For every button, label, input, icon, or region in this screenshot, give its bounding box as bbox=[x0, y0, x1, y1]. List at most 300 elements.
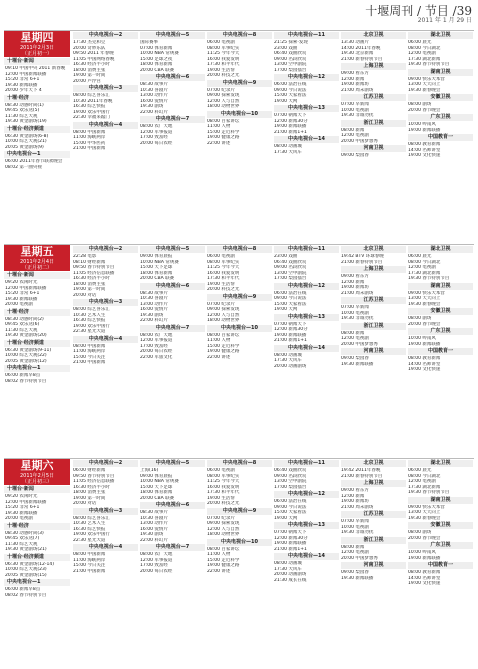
channel-heading: 中央电视台—8 bbox=[207, 32, 272, 39]
channel-heading: 安徽卫视 bbox=[408, 522, 473, 529]
program-line: 12:00 电视剧 bbox=[341, 133, 369, 138]
day-badge bbox=[4, 31, 70, 57]
program-line: 06:00 新闻早8点 bbox=[5, 587, 41, 592]
program-line: 08:00 百家讲坛 bbox=[207, 332, 240, 338]
program-line: 19:00 新闻联播 bbox=[274, 541, 307, 546]
program-line: 10:30 艺术人生 bbox=[73, 521, 106, 526]
program-line: 08:00 今日湖北 bbox=[408, 473, 441, 479]
day-name: 星期五 bbox=[20, 245, 54, 258]
channel-heading: 中央电视台—2 bbox=[73, 32, 138, 39]
program-line: 17:00 梨园擂台 bbox=[274, 67, 307, 73]
day-name: 星期四 bbox=[20, 31, 54, 44]
channel-heading: 中国教育一 bbox=[408, 134, 473, 141]
program-line: 17:30 杰克和豆 bbox=[73, 40, 106, 45]
program-line: 20:00 中国梦想秀 bbox=[341, 138, 378, 144]
program-line: 08:00 剧场 bbox=[408, 530, 432, 535]
program-line: 12:00 新闻30分 bbox=[274, 327, 308, 332]
program-line: 08:10 财经新闻 bbox=[73, 259, 106, 265]
program-line: 18:00 动物世界 bbox=[207, 532, 240, 537]
channel-columns bbox=[72, 245, 474, 457]
program-line: 20:00 中国梦想秀 bbox=[341, 555, 378, 561]
program-line: 16:30 经济半小时 bbox=[73, 62, 110, 67]
program-line: 09:00 今日说法 bbox=[274, 504, 307, 510]
program-line: 17:30 大风车 bbox=[274, 358, 302, 363]
program-line: 16:30 综艺快报 bbox=[73, 526, 106, 532]
program-line: 19:30 新闻联播 bbox=[341, 361, 374, 367]
program-line: 11:25 今年今天 bbox=[207, 479, 240, 484]
day-section bbox=[4, 458, 474, 669]
program-line: 10:00 电视剧 bbox=[341, 310, 369, 316]
program-line: 20:00 少年天下 4 bbox=[5, 88, 42, 93]
program-line: 11:25 今年今天 bbox=[207, 51, 240, 56]
program-line: 06:00 2011年春节联欢晚会 bbox=[5, 159, 63, 164]
program-line: 22:30 星光大道 bbox=[73, 537, 106, 543]
program-line: 09:50 春节特别节目 bbox=[73, 265, 115, 270]
program-line: 10:00 岭南风 bbox=[408, 336, 436, 341]
program-line: 21:00 中国新闻 bbox=[73, 360, 106, 365]
program-line: 19:30 春节特别节目 bbox=[408, 62, 450, 67]
program-line: 06:00 法治在线 bbox=[274, 290, 307, 296]
channel-column bbox=[206, 31, 273, 243]
program-line: 08:00 新闻 bbox=[341, 127, 365, 133]
program-line: 10:30 喜剧片 bbox=[140, 87, 168, 93]
program-line: 19:00 生活帮 bbox=[207, 67, 235, 73]
program-line: 19:30 春节特别节目 bbox=[408, 276, 450, 281]
program-line: 11:00 人物 bbox=[207, 552, 231, 557]
channel-heading: 中央电视台—11 bbox=[274, 460, 339, 467]
channel-heading: 十堰·经济 bbox=[4, 309, 70, 316]
program-line: 06:00 晨光 bbox=[408, 40, 432, 45]
program-line: 19:30 新春晚会 bbox=[408, 301, 441, 307]
program-line: 19:00 第一时间 bbox=[73, 287, 106, 292]
channel-heading: 中央电视台—13 bbox=[274, 314, 339, 321]
day-date: 2011年2月4日 bbox=[19, 259, 55, 265]
channel-heading: 安徽卫视 bbox=[408, 94, 473, 101]
program-line: 19:30 新闻联播 bbox=[341, 575, 374, 581]
program-line: 08:00 剧场 bbox=[408, 316, 432, 321]
program-line: 09:00 看东方 bbox=[341, 71, 369, 76]
channel-column bbox=[139, 31, 206, 243]
program-line: 20:05 黄金剧场(9) bbox=[5, 144, 44, 150]
program-line: 08:00 动画城 bbox=[274, 561, 302, 566]
program-line: 11:05 经济信息联播 bbox=[73, 270, 115, 276]
program-line: 17:30 湖北新闻 bbox=[408, 56, 441, 62]
program-line: 07:00 早新闻 bbox=[341, 305, 369, 310]
program-line: 08:30 故事片 bbox=[140, 510, 168, 515]
channel-heading: 中央电视台—5 bbox=[140, 246, 205, 253]
program-line: 19:00 天网 bbox=[274, 98, 298, 104]
channel-heading: 中央电视台—9 bbox=[207, 508, 272, 515]
channel-heading: 十堰台·经济频道 bbox=[4, 126, 70, 133]
program-line: 19:00 欢乐中国行 bbox=[73, 109, 110, 115]
channel-heading: 十堰台·经济频道 bbox=[4, 554, 70, 561]
channel-heading: 十堰台·经济频道 bbox=[4, 340, 70, 347]
channel-heading: 十堰·经济 bbox=[4, 523, 70, 530]
program-line: 20:00 对话 bbox=[73, 292, 97, 298]
program-line: 19:42 2011年春晚 bbox=[341, 468, 381, 473]
day-section bbox=[4, 244, 474, 457]
channel-column bbox=[273, 459, 340, 669]
program-line: 20:00 春节晚会 bbox=[408, 107, 441, 113]
program-line: 10:00 综艺大观(21) bbox=[5, 139, 47, 144]
program-line: 09:50 2011 年春晚 bbox=[73, 51, 114, 56]
channel-heading: 上海卫视 bbox=[341, 266, 406, 273]
program-line: 16:00 爱情片 bbox=[140, 526, 168, 532]
channel-heading: 中国教育一 bbox=[408, 562, 473, 569]
program-line: 09:45 欢乐送(6) bbox=[5, 322, 40, 327]
channel-heading: 中央电视台—3 bbox=[73, 299, 138, 306]
program-line: 19:30 剧场 bbox=[140, 104, 164, 109]
day-lunar: （正月初三） bbox=[21, 479, 52, 485]
program-line: 12:00 中国新闻联播 bbox=[5, 499, 47, 505]
channel-heading: 中央电视台—13 bbox=[274, 522, 339, 529]
day-sidebar bbox=[4, 31, 70, 243]
program-line: 14:00 名师讲堂 bbox=[408, 361, 441, 367]
program-line: 19:00 第一时间 bbox=[73, 73, 106, 78]
day-sidebar bbox=[4, 245, 70, 457]
channel-column bbox=[407, 459, 474, 669]
program-line: 16:00 爱情片 bbox=[140, 98, 168, 104]
program-line: 08:00 综艺喜乐汇 bbox=[73, 307, 110, 312]
program-line: 06:00 新闻早8点 bbox=[5, 373, 41, 378]
channel-column bbox=[72, 31, 139, 243]
program-line: 15:00 足球之夜 bbox=[140, 56, 173, 62]
program-line: 12:00 新闻 bbox=[341, 493, 365, 499]
program-line: 18:00 动物世界 bbox=[207, 104, 240, 109]
program-line: 06:40 戏曲欣赏 bbox=[274, 468, 307, 473]
program-line: 17:00 梨园擂台 bbox=[274, 276, 307, 281]
program-line: 20:00 科技之光 bbox=[207, 501, 240, 506]
program-line: 23:00 戏曲 bbox=[274, 254, 298, 259]
program-line: 10:00 岭南风 bbox=[408, 122, 436, 127]
program-line: 21:00 新闻1+1 bbox=[274, 129, 307, 135]
program-line: 20:00 电视剧 bbox=[5, 516, 33, 521]
program-line: 20:05 黄金剧场(12) bbox=[5, 358, 47, 364]
channel-heading: 中央电视台—14 bbox=[274, 553, 339, 560]
program-line: 22:00 讲述 bbox=[207, 140, 231, 146]
program-line: 12:00 人与自然 bbox=[207, 98, 240, 104]
channel-heading: 中央电视台—6 bbox=[140, 502, 205, 509]
channel-heading: 中央电视台—11 bbox=[274, 32, 339, 39]
program-line: 13:00 天天向上 bbox=[408, 82, 441, 87]
program-line: 19:30 新闻联播 bbox=[5, 510, 38, 516]
channel-heading: 中央电视台—5 bbox=[140, 460, 205, 467]
program-line: 22:00 讲述 bbox=[207, 354, 231, 360]
program-line: 19:00 健康之路 bbox=[207, 563, 240, 568]
program-line: 20:00 CBA 联赛 bbox=[140, 67, 175, 73]
channel-heading: 中央电视台—8 bbox=[207, 460, 272, 467]
channel-heading: 中央电视台—9 bbox=[207, 294, 272, 301]
channel-heading: 上海卫视 bbox=[341, 480, 406, 487]
program-line: 21:25 探索·发现 bbox=[274, 40, 308, 45]
program-line: 17:00 梨园擂台 bbox=[274, 484, 307, 490]
program-line: 08:30 故事片 bbox=[140, 290, 168, 296]
channel-heading: 中央电视台—4 bbox=[73, 544, 138, 551]
program-line: 07:00 早新闻 bbox=[341, 519, 369, 524]
program-line: 11:30 综艺大观 bbox=[5, 113, 38, 119]
program-line: 18:00 体育新闻 bbox=[140, 270, 173, 276]
program-line: 20:00 春节晚会 bbox=[408, 321, 441, 327]
page-title: 十堰周刊 / 节目 /39 bbox=[365, 4, 472, 18]
channel-heading: 中央电视台—1 bbox=[4, 151, 70, 158]
program-line: 19:00 新闻坊 bbox=[341, 499, 369, 504]
program-line: 09:00 探索发现 bbox=[207, 307, 240, 312]
program-line: 13:00 空中剧院 bbox=[274, 479, 307, 484]
channel-heading: 中央电视台—11 bbox=[274, 246, 339, 253]
channel-column bbox=[139, 245, 206, 457]
program-line: 09:00 体育晨报 bbox=[140, 473, 173, 479]
program-line: 09:00 看东方 bbox=[341, 274, 369, 279]
channel-heading: 中央电视台—2 bbox=[73, 246, 138, 253]
channel-heading: 上海卫视 bbox=[341, 63, 406, 70]
program-line: 19:00 健康之路 bbox=[207, 349, 240, 354]
channel-heading: 十堰台·新闻 bbox=[4, 486, 70, 493]
program-line: 20:00 动画剧场 bbox=[274, 363, 307, 369]
program-line: 13:00 动作片 bbox=[140, 301, 168, 307]
program-line: 23:00 戏曲 bbox=[274, 45, 298, 51]
program-line: 08:00 新闻 bbox=[341, 330, 365, 336]
channel-heading: 中央电视台—7 bbox=[140, 325, 205, 332]
program-line: 06:40 戏曲欣赏 bbox=[274, 51, 307, 56]
channel-column bbox=[72, 459, 139, 669]
program-line: 11:00 人物 bbox=[207, 124, 231, 129]
program-line: 10:30 艺术人生 bbox=[73, 312, 106, 318]
program-line: 17:00 致富经 bbox=[140, 135, 168, 140]
channel-heading: 十堰台·新闻 bbox=[4, 272, 70, 279]
program-line: 06:30 黄金剧场(9-11) bbox=[5, 347, 52, 353]
program-line: 08:00 百家讲坛 bbox=[207, 546, 240, 552]
program-line: 09:00 梨园春 bbox=[341, 356, 369, 361]
channel-heading: 中央电视台—12 bbox=[274, 491, 339, 498]
channel-heading: 北京卫视 bbox=[341, 32, 406, 39]
program-line: 10:00 NBA 常规赛 bbox=[140, 51, 179, 56]
program-line: 16:30 经济半小时 bbox=[73, 276, 110, 281]
program-line: 14:00 名师讲堂 bbox=[408, 147, 441, 153]
program-line: 19:30 新春晚会 bbox=[408, 515, 441, 521]
program-line: 10:30 喜剧片 bbox=[140, 296, 168, 301]
program-line: 20:00 科技之光 bbox=[207, 287, 240, 292]
program-line: 19:00 新闻联播 bbox=[408, 555, 441, 561]
program-line: 15:20 非常 6+1 bbox=[5, 291, 40, 296]
program-line: 11:00 人物 bbox=[207, 338, 231, 343]
program-line: 07:00 纪录片 bbox=[207, 87, 235, 93]
program-line: 12:00 电视剧 bbox=[408, 265, 436, 270]
program-line: 21:00 周末剧场 bbox=[341, 504, 374, 510]
program-line: 17:30 和平年代 bbox=[207, 62, 240, 67]
program-line: 20:00 电视剧 bbox=[5, 302, 33, 307]
program-line: 19:30 非诚勿扰 bbox=[341, 113, 374, 118]
program-line: 09:00 今日说法 bbox=[274, 87, 307, 93]
program-line: 19:00 第一时间 bbox=[73, 495, 106, 501]
program-line: 19:00 新闻联播 bbox=[274, 332, 307, 338]
program-line: 17:30 大风车 bbox=[274, 566, 302, 572]
program-line: 07:00 朝闻天下 bbox=[274, 113, 307, 118]
channel-heading: 中央电视台—10 bbox=[207, 111, 272, 118]
program-line: 22:30 星光大道 bbox=[73, 329, 106, 334]
channel-columns bbox=[72, 459, 474, 669]
program-line: 08:00 中国新闻 bbox=[73, 129, 106, 135]
program-line: 19:00 天网 bbox=[274, 515, 298, 521]
channel-heading: 中央电视台—5 bbox=[140, 32, 205, 39]
program-line: 10:00 电视剧 bbox=[341, 107, 369, 113]
program-line: 20:00 CBA 联赛 bbox=[140, 276, 175, 281]
program-line: 06:00 法治在线 bbox=[274, 499, 307, 504]
program-line: 19:00 新闻联播 bbox=[408, 127, 441, 133]
channel-heading: 中央电视台—10 bbox=[207, 539, 272, 546]
program-line: 09:20 农闲时光 bbox=[5, 280, 38, 285]
program-line: 06:30 黄金剧场(12-14) bbox=[5, 561, 54, 567]
program-line: 11:30 综艺大观 bbox=[5, 327, 38, 333]
program-line: 12:00 军事报道 bbox=[140, 557, 173, 563]
day-badge bbox=[4, 459, 70, 485]
program-line: 20:05 黄金剧场(15) bbox=[5, 572, 47, 578]
channel-heading: 十堰台·新闻 bbox=[4, 58, 70, 65]
program-line: 19:30 黄金剧场(19) bbox=[5, 119, 47, 124]
program-line: 19:30 北京新闻 bbox=[341, 51, 374, 56]
channel-heading: 中央电视台—6 bbox=[140, 74, 205, 81]
program-line: 08:00 教育新闻 bbox=[408, 570, 441, 575]
program-line: 15:20 非常 6+1 bbox=[5, 77, 40, 82]
program-line: 11:00 海峡两岸 bbox=[73, 135, 106, 140]
channel-heading: 江苏卫视 bbox=[341, 94, 406, 101]
program-line: 07:00 纪录片 bbox=[207, 515, 235, 521]
program-line: 19:30 春节特别节目 bbox=[408, 490, 450, 495]
program-line: 17:30 湖北新闻 bbox=[408, 270, 441, 276]
program-line: 08:00 综艺喜乐汇 bbox=[73, 93, 110, 98]
day-name: 星期六 bbox=[20, 459, 54, 472]
program-line: 19:00 健康之路 bbox=[207, 135, 240, 140]
program-line: 19:30 新闻联播 bbox=[5, 296, 38, 302]
program-line: 19:00 新闻联播 bbox=[408, 341, 441, 347]
program-line: 21:00 周末剧场 bbox=[341, 290, 374, 296]
channel-column bbox=[206, 245, 273, 457]
program-line: 14:00 2011年春晚 bbox=[341, 45, 381, 51]
channel-column bbox=[139, 459, 206, 669]
channel-column bbox=[273, 31, 340, 243]
program-line: 09:00 快乐大本营 bbox=[408, 76, 445, 82]
channel-heading: 安徽卫视 bbox=[408, 308, 473, 315]
channel-heading: 中央电视台—13 bbox=[274, 105, 339, 112]
channel-heading: 中央电视台—14 bbox=[274, 136, 339, 143]
program-line: 12:00 新闻30分 bbox=[274, 535, 308, 541]
program-line: 18:00 动物世界 bbox=[207, 318, 240, 323]
channel-heading: 北京卫视 bbox=[341, 460, 406, 467]
program-line: 09:20 农闲时光 bbox=[5, 494, 38, 499]
program-line: 08:00 军事纪实 bbox=[207, 473, 240, 479]
channel-heading: 中央电视台—1 bbox=[4, 365, 70, 372]
program-line: 18:00 消费主张 bbox=[73, 281, 106, 287]
program-line: 17:30 和平年代 bbox=[207, 276, 240, 281]
program-line: 07:00 朝闻天下 bbox=[274, 321, 307, 327]
program-line: 19:00 文化快递 bbox=[408, 581, 441, 586]
program-line: 10:00 综艺大观(22) bbox=[5, 353, 47, 358]
program-line: 08:00 农广天地 bbox=[140, 552, 173, 557]
program-line: 16:30 综艺快报 bbox=[73, 318, 106, 323]
program-line: 09:00 看东方 bbox=[341, 488, 369, 493]
program-line: 19:00 欢乐中国行 bbox=[73, 532, 110, 537]
program-line: 13:00 天天向上 bbox=[408, 296, 441, 301]
channel-heading: 中央电视台—6 bbox=[140, 283, 205, 290]
program-line: 19:00 生活帮 bbox=[207, 281, 235, 287]
program-line: 06:00 电视剧 bbox=[207, 468, 235, 473]
program-line: 08:00 新闻 bbox=[341, 544, 365, 550]
program-line: 18:00 体育新闻 bbox=[140, 62, 173, 67]
program-line: 20:00 每日农经 bbox=[140, 568, 173, 574]
program-line: 08:00 农广天地 bbox=[140, 332, 173, 338]
program-line: 15:00 大家看法 bbox=[274, 93, 307, 98]
program-line: 19:30 黄金剧场(20) bbox=[5, 333, 47, 338]
day-date: 2011年2月5日 bbox=[19, 473, 55, 479]
program-line: 16:00 爱情片 bbox=[140, 307, 168, 312]
program-line: 12:00 中国新闻联播 bbox=[5, 71, 47, 77]
program-line: 19:00 欢乐中国行 bbox=[73, 323, 110, 329]
day-date: 2011年2月3日 bbox=[19, 45, 55, 51]
program-line: 08:00 中国新闻 bbox=[73, 343, 106, 349]
program-line: 22:00 军旅文化 bbox=[140, 354, 173, 360]
channel-heading: 中央电视台—3 bbox=[73, 85, 138, 92]
program-line: 12:00 军事报道 bbox=[140, 129, 173, 135]
program-line: 20:00 科技之光 bbox=[207, 73, 240, 78]
program-line: 08:02 第一曲央视 bbox=[5, 164, 42, 170]
channel-heading: 广东卫视 bbox=[408, 542, 473, 549]
program-line: 09:00 体育晨报 bbox=[140, 254, 173, 259]
channel-column bbox=[407, 31, 474, 243]
program-line: 19:30 非诚勿扰 bbox=[341, 316, 374, 321]
channel-heading: 中央电视台—4 bbox=[73, 336, 138, 343]
program-line: 15:00 走近科学 bbox=[207, 129, 240, 135]
program-line: 09:00 梨园春 bbox=[341, 570, 369, 575]
program-line: 13:30 动画片 bbox=[341, 40, 369, 45]
program-line: 09:00 梨园春 bbox=[341, 153, 369, 158]
channel-heading: 中央电视台—7 bbox=[140, 544, 205, 551]
channel-column bbox=[273, 245, 340, 457]
program-line: 08:30 动感时尚(1) bbox=[5, 102, 44, 108]
channel-heading: 湖南卫视 bbox=[408, 283, 473, 290]
program-line: 12:00 新闻 bbox=[341, 76, 365, 82]
program-line: 17:00 致富经 bbox=[140, 563, 168, 568]
program-line: 20:00 中国梦想秀 bbox=[341, 341, 378, 347]
program-line: 07:00 纪录片 bbox=[207, 301, 235, 307]
channel-column bbox=[340, 459, 407, 669]
channel-column bbox=[206, 459, 273, 669]
program-line: 19:30 黄金剧场(21) bbox=[5, 547, 47, 552]
program-line: 13:00 动作片 bbox=[140, 521, 168, 526]
channel-heading: 中央电视台—2 bbox=[73, 460, 138, 467]
program-line: 19:00 生活帮 bbox=[207, 495, 235, 501]
program-line: 11:25 今年今天 bbox=[207, 265, 240, 270]
program-line: 19:00 新闻联播 bbox=[274, 124, 307, 129]
channel-column bbox=[407, 245, 474, 457]
program-line: 21:30 成长在线 bbox=[274, 577, 307, 583]
program-line: 12:00 电视剧 bbox=[408, 479, 436, 484]
program-line: 18:00 体育新闻 bbox=[140, 490, 173, 495]
program-line: 09:00 快乐大本营 bbox=[408, 504, 445, 510]
program-line: 12:00 新闻 bbox=[341, 279, 365, 285]
channel-column bbox=[340, 31, 407, 243]
program-line: 21:00 新春特别节目 bbox=[341, 473, 383, 479]
program-line: 09:00 名段欣赏 bbox=[274, 473, 307, 479]
program-line: 08:30 动感时尚(3) bbox=[5, 530, 44, 536]
program-line: 19:00 文化快递 bbox=[408, 153, 441, 158]
channel-heading: 浙江卫视 bbox=[341, 323, 406, 330]
program-line: 09:45 欢乐送(5) bbox=[5, 108, 40, 113]
program-line: 20:00 每日农经 bbox=[140, 349, 173, 354]
program-line: 19:00 新闻坊 bbox=[341, 82, 369, 87]
program-line: 15:00 今日关注 bbox=[73, 354, 106, 360]
program-line: 22:00 讲述 bbox=[207, 568, 231, 574]
program-line: 16:30 经济半小时 bbox=[73, 484, 110, 490]
program-line: 19:30 新闻联播 bbox=[5, 82, 38, 88]
